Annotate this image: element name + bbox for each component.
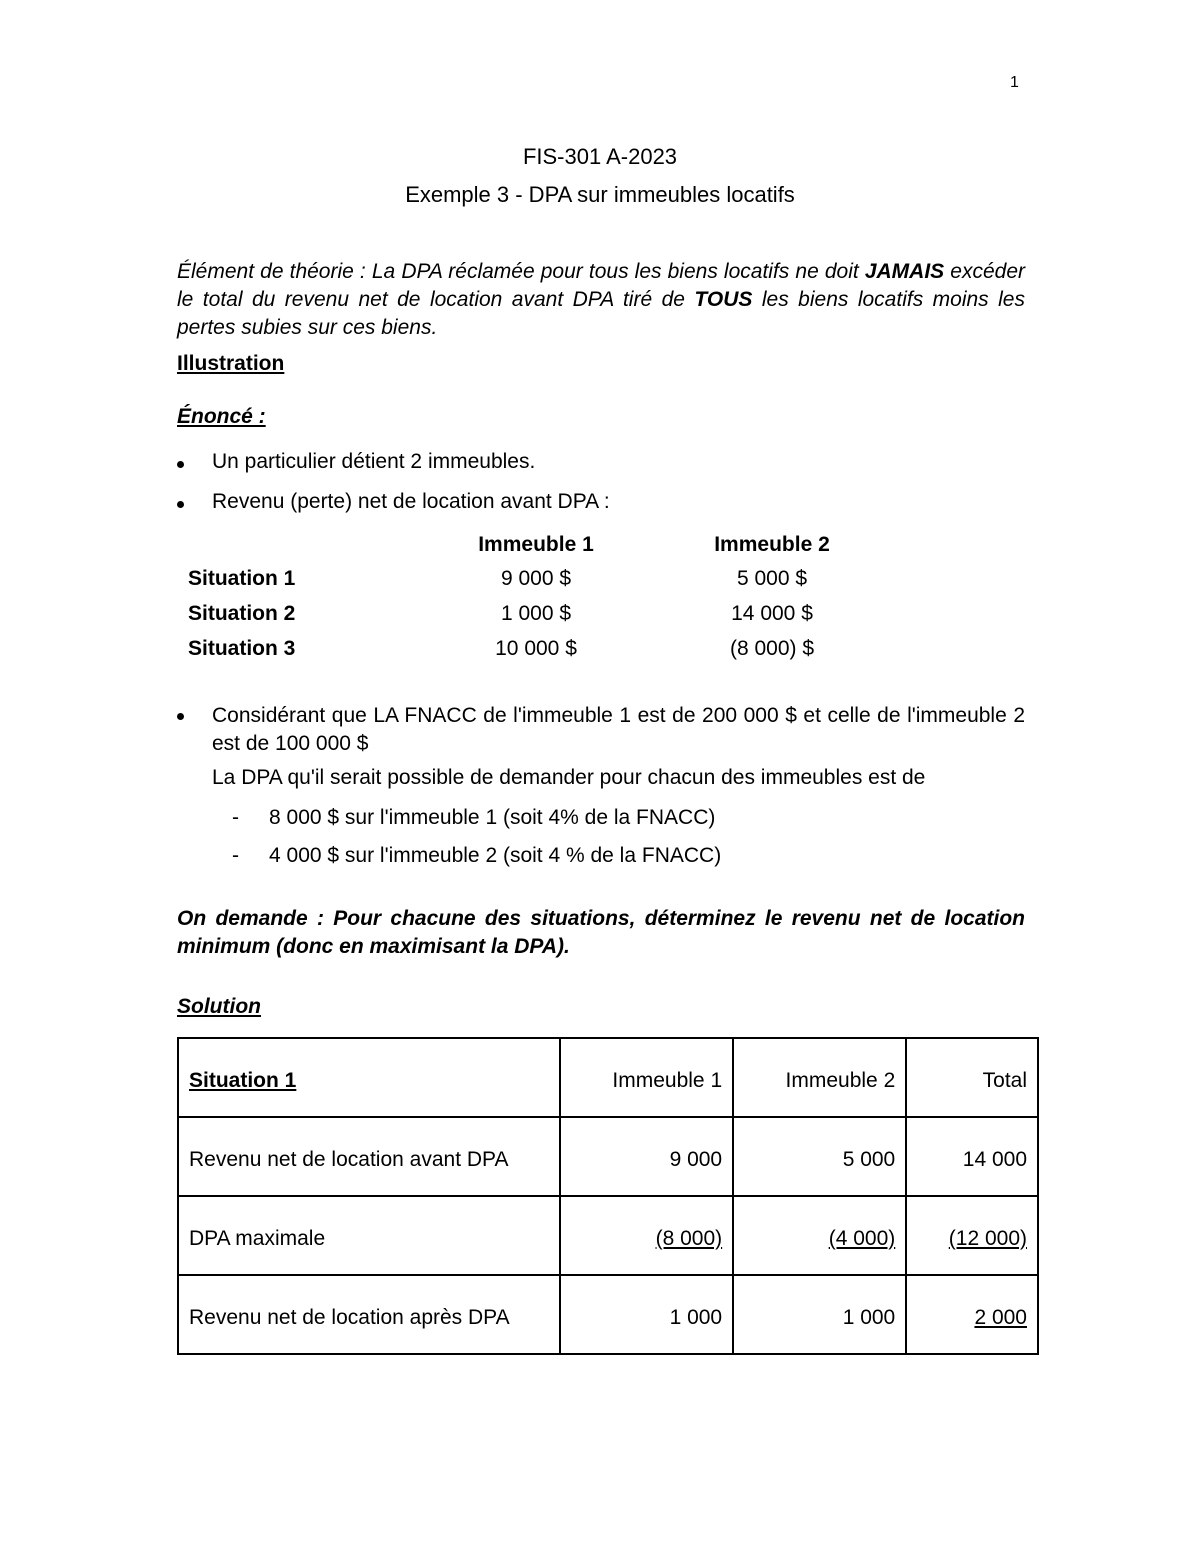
- dpa-paragraph: La DPA qu'il serait possible de demander pour chacun des immeubles est de: [212, 766, 926, 789]
- header-immeuble-2: Immeuble 2: [714, 533, 830, 556]
- situation-label: Situation 3: [188, 637, 296, 660]
- bullet-icon: [177, 501, 184, 508]
- situation-value-i2: (8 000) $: [729, 637, 815, 660]
- table-row: [178, 1117, 1038, 1196]
- illustration-heading: Illustration: [177, 352, 285, 375]
- situation-value-i2: 5 000 $: [736, 567, 808, 590]
- theory-paragraph: Élément de théorie : La DPA réclamée pour tous les biens locatifs ne doit JAMAIS excéder le total du revenu net de location avant DPA tiré de TOUS les biens locatifs moins les pertes subies sur ces biens.: [177, 260, 1026, 339]
- table-cell: 1 000: [733, 1275, 906, 1354]
- situation-value-i1: 9 000 $: [500, 567, 572, 590]
- situation-value-i1: 1 000 $: [500, 602, 572, 625]
- table-header-row: [178, 1038, 1038, 1117]
- table-cell: Revenu net de location avant DPA: [178, 1117, 560, 1196]
- table-cell: (4 000): [733, 1196, 906, 1275]
- page-number: 1: [1010, 74, 1019, 91]
- situation-value-i1: 10 000 $: [495, 637, 577, 660]
- bullet-icon: [177, 461, 184, 468]
- enonce-heading: Énoncé :: [177, 405, 266, 428]
- situation-label: Situation 1: [188, 567, 296, 590]
- table-cell: Revenu net de location après DPA: [178, 1275, 560, 1354]
- bullet-icon: [177, 713, 184, 720]
- table-cell: Situation 1: [178, 1038, 560, 1117]
- table-cell: 1 000: [560, 1275, 733, 1354]
- situation-label: Situation 2: [188, 602, 296, 625]
- table-cell: 5 000: [733, 1117, 906, 1196]
- table-cell: DPA maximale: [178, 1196, 560, 1275]
- table-cell: Total: [906, 1038, 1038, 1117]
- table-cell: Immeuble 2: [733, 1038, 906, 1117]
- question-paragraph: On demande : Pour chacune des situations, déterminez le revenu net de location minimum (donc en maximisant la DPA).: [177, 907, 1025, 958]
- solution-heading: Solution: [177, 995, 261, 1018]
- header-immeuble-1: Immeuble 1: [478, 533, 594, 556]
- situation-value-i2: 14 000 $: [731, 602, 813, 625]
- table-cell: 2 000: [906, 1275, 1038, 1354]
- table-cell: 14 000: [906, 1117, 1038, 1196]
- table-cell: 9 000: [560, 1117, 733, 1196]
- table-cell: Immeuble 1: [560, 1038, 733, 1117]
- table-row: [178, 1275, 1038, 1354]
- document-title: FIS-301 A-2023: [522, 144, 678, 169]
- document-subtitle: Exemple 3 - DPA sur immeubles locatifs: [405, 182, 795, 207]
- table-cell: (12 000): [906, 1196, 1038, 1275]
- solution-table: [177, 1037, 1039, 1355]
- table-cell: (8 000): [560, 1196, 733, 1275]
- table-row: [178, 1196, 1038, 1275]
